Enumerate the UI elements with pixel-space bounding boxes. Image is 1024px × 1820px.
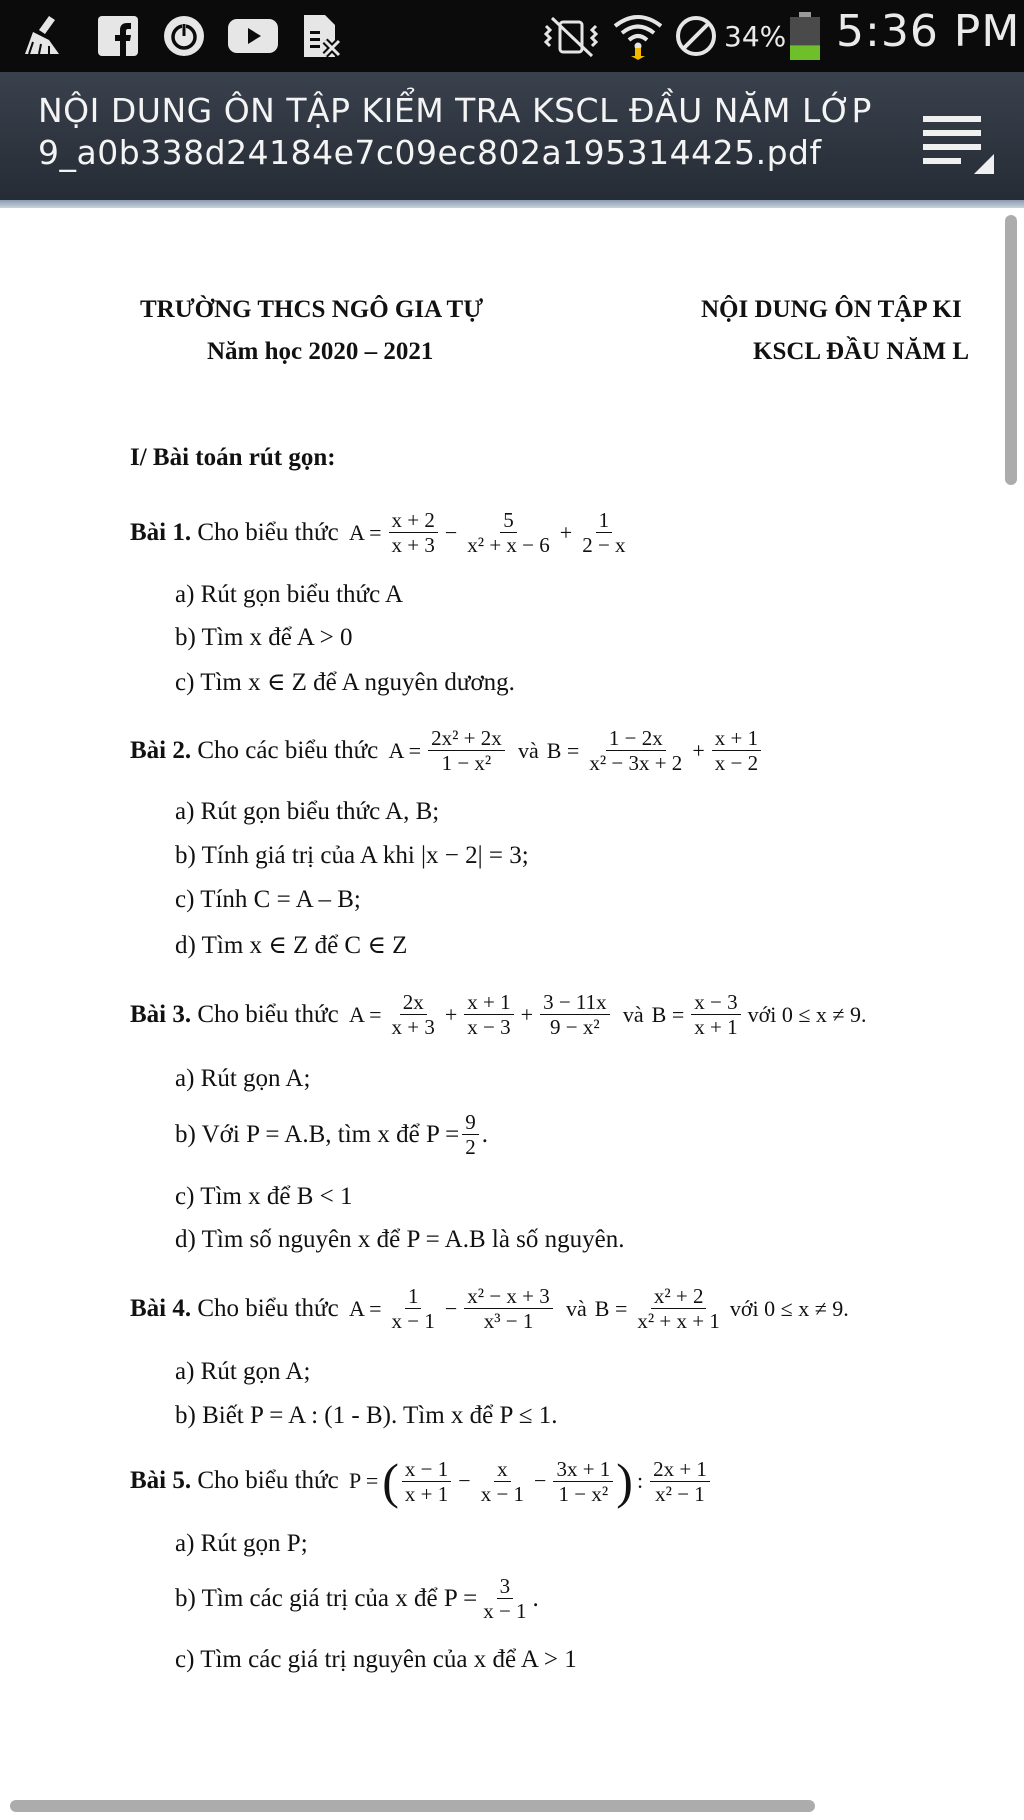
youtube-icon [226, 12, 280, 60]
math-paren: ( [382, 1453, 399, 1509]
exercise-4-statement [130, 1284, 853, 1333]
math-operator: − [444, 519, 458, 545]
fraction: $\frac{\text{2x² + 2x}}{\text{1 − x²}}$ [428, 726, 505, 775]
mute-vibrate-icon [540, 12, 604, 60]
fraction: $\frac{x - 1}{x + 1}$ [402, 1457, 451, 1506]
math-lhs: A = [348, 1295, 382, 1321]
math-paren: ) [616, 1453, 633, 1509]
math-text: và [622, 1001, 644, 1027]
exercise-4-part-a: a) Rút gọn A; [175, 1358, 311, 1385]
exercise-2-statement [130, 726, 764, 775]
fraction: $\frac{2x}{x + 3}$ [391, 990, 435, 1039]
exercise-2-part-d: d) Tìm x ∈ Z để C ∈ Z [175, 932, 408, 959]
part-text: . [481, 1120, 489, 1148]
pdf-page [0, 208, 1024, 1820]
math-operator: − [534, 1468, 547, 1493]
battery-percent: 34% [724, 20, 787, 53]
battery-icon [785, 12, 825, 60]
exercise-3-part-b [175, 1110, 488, 1159]
file-block-icon [300, 12, 344, 60]
math-operator: − [458, 1468, 471, 1493]
exercise-intro: Cho biểu thức [197, 518, 339, 546]
exercise-5-part-a: a) Rút gọn P; [175, 1530, 308, 1557]
fraction: $\frac{1}{x - 1}$ [391, 1284, 435, 1333]
exercise-2-part-b: b) Tính giá trị của A khi |x − 2| = 3; [175, 842, 529, 869]
document-title: NỘI DUNG ÔN TẬP KIỂM TRA KSCL ĐẦU NĂM LỚP 9_a0b338d24184e7c09ec802a195314425.pdf [38, 91, 872, 172]
fraction: $\frac{1 - 2x}{\text{x² − 3x + 2}}$ [589, 726, 683, 775]
doc-heading-line-1: NỘI DUNG ÔN TẬP KI [701, 296, 962, 323]
fraction: $\frac{2x + 1}{\text{x² − 1}}$ [650, 1457, 710, 1506]
no-signal-icon [672, 12, 720, 60]
school-year: Năm học 2020 – 2021 [207, 338, 434, 365]
title-bar-divider [0, 200, 1024, 208]
section-title: I/ Bài toán rút gọn: [130, 444, 336, 471]
exercise-1-part-c: c) Tìm x ∈ Z để A nguyên dương. [175, 669, 515, 696]
math-operator: + [692, 737, 705, 763]
fraction: $\frac{3}{x - 1}$ [483, 1574, 527, 1623]
exercise-intro: Cho biểu thức [197, 1467, 339, 1494]
pdf-page-viewport[interactable] [0, 208, 1024, 1820]
vertical-scrollbar[interactable] [1005, 215, 1017, 485]
fraction: $\frac{x - 3}{x + 1}$ [691, 990, 740, 1039]
fraction: $\frac{1}{2 - x}$ [582, 508, 626, 557]
math-lhs: P = [348, 1468, 379, 1493]
exercise-label: Bài 2. [130, 736, 192, 764]
part-text: . [532, 1584, 539, 1612]
exercise-3-part-d: d) Tìm số nguyên x để P = A.B là số nguyên. [175, 1226, 625, 1253]
math-operator: + [559, 519, 573, 545]
school-name: TRƯỜNG THCS NGÔ GIA TỰ [140, 296, 484, 323]
exercise-2-part-c: c) Tính C = A – B; [175, 886, 361, 913]
power-icon [160, 12, 208, 60]
fraction: $\frac{x + 2}{x + 3}$ [389, 508, 438, 557]
facebook-icon [95, 12, 141, 60]
app-title-bar [0, 72, 1024, 200]
exercise-1-part-a: a) Rút gọn biểu thức A [175, 581, 404, 608]
fraction: $\frac{x}{x - 1}$ [480, 1456, 525, 1506]
exercise-3-statement [130, 990, 871, 1039]
part-text: b) Với P = A.B, tìm x để P = [175, 1120, 460, 1148]
broom-icon [18, 12, 70, 60]
menu-button[interactable] [918, 96, 996, 176]
exercise-5-statement [130, 1453, 713, 1509]
math-lhs: A = [388, 737, 422, 763]
math-lhs: B = [546, 737, 580, 763]
exercise-1-statement [130, 508, 632, 557]
exercise-4-part-b: b) Biết P = A : (1 - B). Tìm x để P ≤ 1. [175, 1402, 558, 1429]
math-lhs: B = [651, 1001, 685, 1027]
exercise-intro: Cho các biểu thức [197, 736, 379, 764]
menu-icon [918, 96, 996, 176]
doc-heading-line-2: KSCL ĐẦU NĂM L [753, 338, 969, 365]
math-operator: : [636, 1468, 644, 1493]
part-text: b) Tìm các giá trị của x để P = [175, 1584, 478, 1612]
exercise-intro: Cho biểu thức [197, 1000, 339, 1028]
exercise-label: Bài 1. [130, 518, 192, 546]
math-text: và [517, 737, 539, 763]
fraction: $\frac{\text{x² + 2}}{\text{x² + x + 1}}$ [637, 1284, 720, 1333]
math-text: và [566, 1295, 587, 1321]
math-operator: + [444, 1001, 458, 1027]
fraction: $\frac{3x + 1}{\text{1 − x²}}$ [553, 1457, 613, 1506]
exercise-2-part-a: a) Rút gọn biểu thức A, B; [175, 798, 440, 825]
exercise-label: Bài 4. [130, 1294, 192, 1322]
exercise-intro: Cho biểu thức [197, 1294, 339, 1322]
fraction: $\frac{x + 1}{x - 3}$ [464, 990, 513, 1039]
math-operator: + [520, 1001, 534, 1027]
clock: 5:36 PM [836, 6, 1021, 57]
exercise-5-part-b [175, 1574, 539, 1623]
fraction: $\frac{3 - 11x}{\text{9 − x²}}$ [540, 990, 610, 1039]
math-lhs: B = [594, 1295, 628, 1321]
math-condition: với 0 ≤ x ≠ 9. [729, 1295, 849, 1321]
exercise-3-part-c: c) Tìm x để B < 1 [175, 1183, 353, 1210]
math-lhs: A = [348, 519, 382, 545]
exercise-5-part-c: c) Tìm các giá trị nguyên của x để A > 1 [175, 1646, 577, 1673]
exercise-1-part-b: b) Tìm x để A > 0 [175, 624, 353, 651]
fraction: $\frac{\text{x² − x + 3}}{\text{x³ − 1}}$ [464, 1284, 552, 1333]
horizontal-scrollbar[interactable] [10, 1800, 815, 1812]
math-operator: − [444, 1295, 458, 1321]
fraction: $\frac{5}{\text{x² + x − 6}}$ [467, 508, 550, 557]
wifi-icon [610, 12, 666, 60]
status-bar [0, 0, 1024, 72]
fraction: $\frac{9}{2}$ [462, 1110, 479, 1159]
exercise-label: Bài 5. [130, 1467, 192, 1494]
math-lhs: A = [348, 1001, 382, 1027]
exercise-label: Bài 3. [130, 1000, 192, 1028]
math-condition: với 0 ≤ x ≠ 9. [747, 1001, 867, 1027]
exercise-3-part-a: a) Rút gọn A; [175, 1065, 311, 1092]
fraction: $\frac{x + 1}{x - 2}$ [712, 726, 761, 775]
